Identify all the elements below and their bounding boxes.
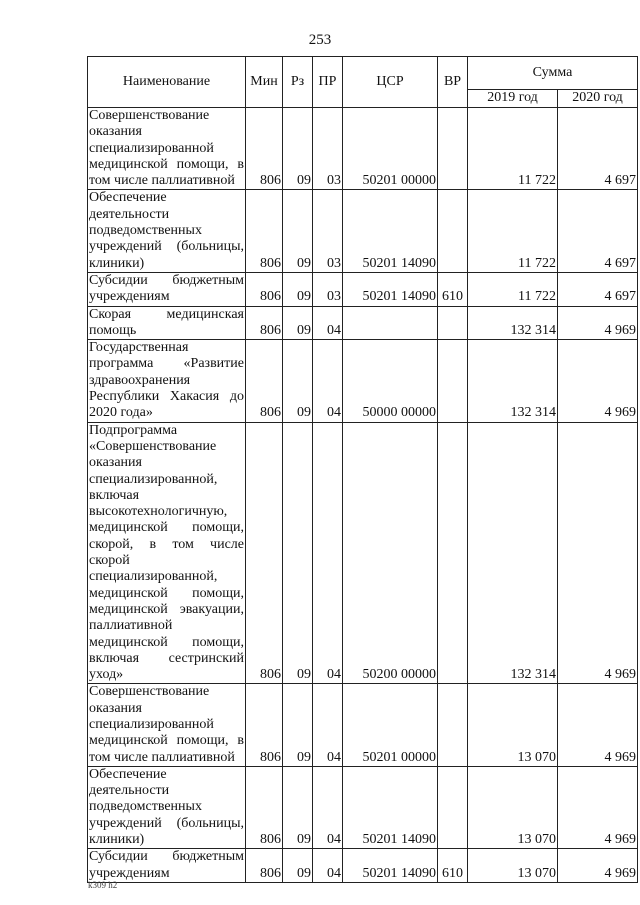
cell-csr: 50201 00000 [343, 684, 438, 766]
cell-sum-2020: 4 969 [558, 422, 638, 684]
table-body [88, 108, 638, 883]
cell-vr [438, 422, 468, 684]
cell-min: 806 [246, 684, 283, 766]
cell-name: Государственная программа «Развитие здравоохранения Республики Хакасия до 2020 года» [89, 340, 244, 421]
cell-sum-2020: 4 969 [558, 684, 638, 766]
cell-sum-2020: 4 969 [558, 340, 638, 422]
cell-csr: 50201 14090 [343, 190, 438, 272]
cell-csr: 50201 14090 [343, 272, 438, 306]
table-row [88, 849, 638, 883]
cell-sum-2020: 4 969 [558, 306, 638, 340]
cell-vr [438, 108, 468, 190]
header-year-2020: 2020 год [558, 90, 638, 108]
table-row [88, 108, 638, 190]
cell-sum-2019: 132 314 [468, 422, 558, 684]
header-pr: ПР [313, 57, 343, 108]
cell-sum-2019: 11 722 [468, 272, 558, 306]
cell-csr: 50200 00000 [343, 422, 438, 684]
cell-pr: 04 [313, 849, 343, 883]
cell-sum-2020: 4 697 [558, 108, 638, 190]
budget-table [87, 56, 638, 883]
header-name: Наименование [88, 57, 246, 108]
cell-name: Совершенствование оказания специализированной медицинской помощи, в том числе паллиативной [89, 684, 244, 765]
cell-rz: 09 [283, 190, 313, 272]
cell-pr: 04 [313, 684, 343, 766]
cell-csr: 50201 14090 [343, 849, 438, 883]
header-sum: Сумма [468, 57, 638, 90]
cell-name: Обеспечение деятельности подведомственных учреждений (больницы, клиники) [89, 766, 244, 848]
cell-sum-2020: 4 969 [558, 849, 638, 883]
cell-csr: 50201 00000 [343, 108, 438, 190]
cell-pr: 04 [313, 306, 343, 340]
cell-rz: 09 [283, 272, 313, 306]
cell-vr [438, 766, 468, 848]
cell-pr: 03 [313, 272, 343, 306]
cell-rz: 09 [283, 108, 313, 190]
cell-name: Совершенствование оказания специализированной медицинской помощи, в том числе паллиативной [89, 108, 244, 189]
cell-sum-2020: 4 697 [558, 190, 638, 272]
table-row [88, 422, 638, 684]
cell-sum-2020: 4 697 [558, 272, 638, 306]
cell-rz: 09 [283, 340, 313, 422]
table-row [88, 684, 638, 766]
cell-rz: 09 [283, 849, 313, 883]
cell-min: 806 [246, 340, 283, 422]
cell-pr: 04 [313, 422, 343, 684]
header-csr: ЦСР [343, 57, 438, 108]
cell-csr: 50000 00000 [343, 340, 438, 422]
cell-min: 806 [246, 849, 283, 883]
cell-pr: 03 [313, 190, 343, 272]
cell-min: 806 [246, 190, 283, 272]
cell-sum-2019: 132 314 [468, 340, 558, 422]
cell-vr: 610 [438, 272, 468, 306]
cell-pr: 03 [313, 108, 343, 190]
cell-vr [438, 684, 468, 766]
table-header [88, 57, 638, 108]
header-vr: ВР [438, 57, 468, 108]
cell-rz: 09 [283, 306, 313, 340]
cell-sum-2019: 11 722 [468, 108, 558, 190]
cell-min: 806 [246, 766, 283, 848]
table-row [88, 766, 638, 848]
cell-sum-2019: 13 070 [468, 849, 558, 883]
cell-csr: 50201 14090 [343, 766, 438, 848]
cell-name: Подпрограмма «Совершенствование оказания специализированной, включая высокотехнологичную, медицинской помощи, скорой, в том числе скорой специализированной, медицинской помощи, медицинской эвакуации, паллиативной медицинской помощи, включая сестринский уход» [89, 422, 244, 683]
table-row [88, 272, 638, 306]
cell-vr [438, 340, 468, 422]
cell-name: Субсидии бюджетным учреждениям [89, 849, 244, 881]
cell-csr [343, 306, 438, 340]
page-number: 253 [308, 32, 332, 48]
cell-min: 806 [246, 306, 283, 340]
cell-min: 806 [246, 108, 283, 190]
header-year-2019: 2019 год [468, 90, 558, 108]
cell-name: Скорая медицинская помощь [89, 306, 244, 338]
cell-sum-2019: 13 070 [468, 684, 558, 766]
table-row [88, 340, 638, 422]
header-min: Мин [246, 57, 283, 108]
cell-pr: 04 [313, 766, 343, 848]
cell-rz: 09 [283, 422, 313, 684]
cell-min: 806 [246, 272, 283, 306]
cell-sum-2019: 13 070 [468, 766, 558, 848]
table-row [88, 190, 638, 272]
cell-sum-2019: 132 314 [468, 306, 558, 340]
cell-sum-2019: 11 722 [468, 190, 558, 272]
cell-vr [438, 190, 468, 272]
footer-code: k309 h2 [88, 880, 118, 890]
cell-sum-2020: 4 969 [558, 766, 638, 848]
cell-vr [438, 306, 468, 340]
cell-rz: 09 [283, 684, 313, 766]
cell-vr: 610 [438, 849, 468, 883]
cell-name: Субсидии бюджетным учреждениям [89, 272, 244, 305]
table-row [88, 306, 638, 340]
cell-name: Обеспечение деятельности подведомственных учреждений (больницы, клиники) [89, 190, 244, 271]
cell-rz: 09 [283, 766, 313, 848]
cell-min: 806 [246, 422, 283, 684]
header-rz: Рз [283, 57, 313, 108]
cell-pr: 04 [313, 340, 343, 422]
